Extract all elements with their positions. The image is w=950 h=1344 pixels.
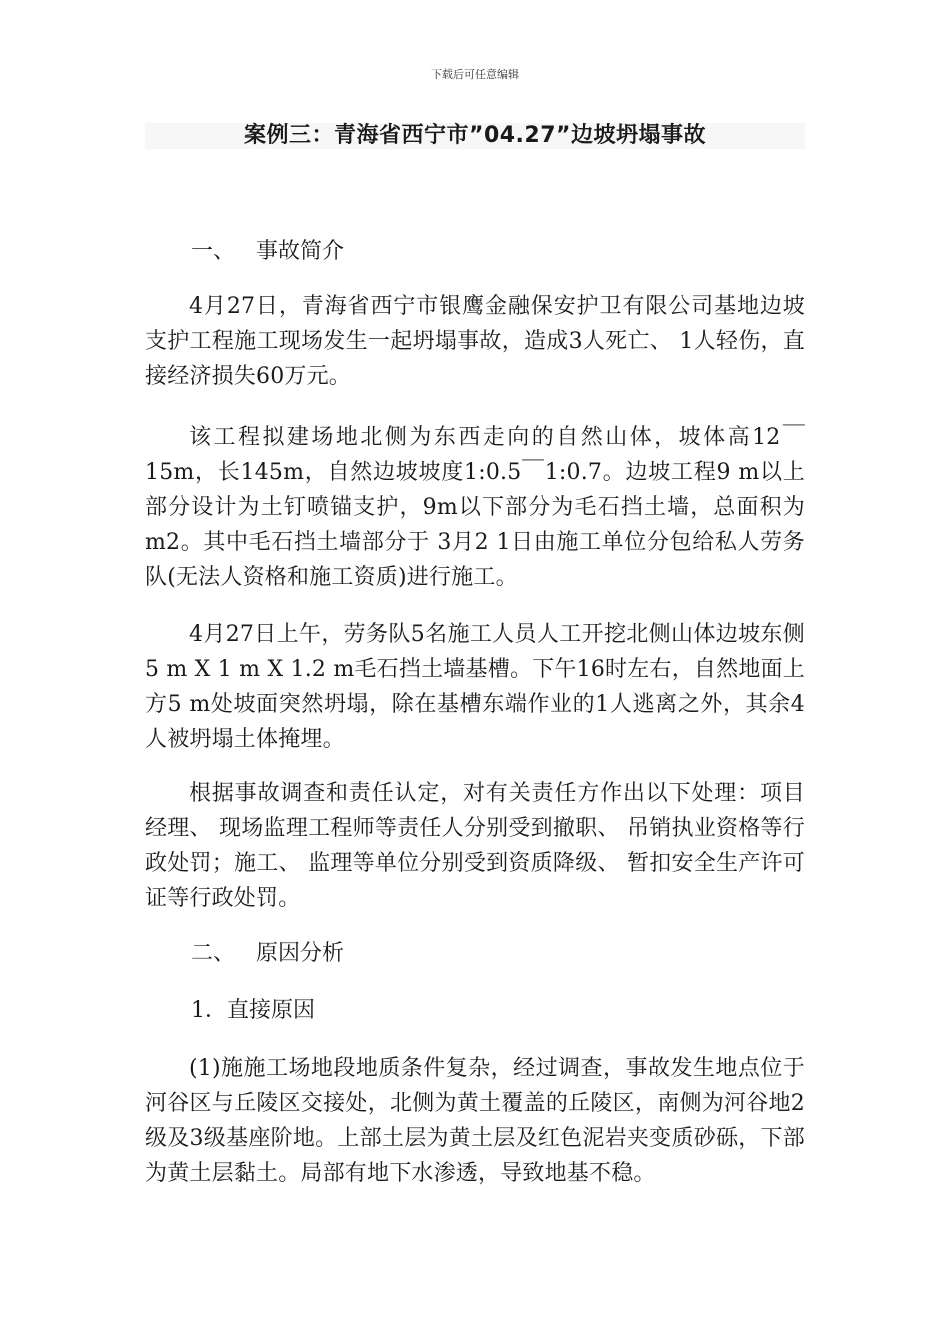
paragraph-2: 该工程拟建场地北侧为东西走向的自然山体，坡体高12￣15m，长145m，自然边坡坡度1:0.5￣1:0.7。边坡工程9 m以上部分设计为土钉喷锚支护，9m以下部分为毛石挡土墙，总面积为m2。其中毛石挡土墙部分于 3月2 1日由施工单位分包给私人劳务队(无法人资格和施工资质)进行施工。: [145, 425, 805, 590]
header-note: 下载后可任意编辑: [431, 68, 519, 81]
paragraph-5: (1)施施工场地段地质条件复杂，经过调查，事故发生地点位于河谷区与丘陵区交接处，北侧为黄土覆盖的丘陵区，南侧为河谷地2级及3级基座阶地。上部土层为黄土层及红色泥岩夹变质砂砾，下部为黄土层黏土。局部有地下水渗透，导致地基不稳。: [145, 1056, 805, 1186]
paragraph-3: 4月27日上午，劳务队5名施工人员人工开挖北侧山体边坡东侧5 m X 1 m X 1.2 m毛石挡土墙基槽。下午16时左右，自然地面上方5 m处坡面突然坍塌，除在基槽东端作业的1人逃离之外，其余4人被坍塌土体掩埋。: [145, 622, 805, 752]
section-heading-2: 二、 原因分析: [191, 941, 344, 966]
paragraph-1: 4月27日，青海省西宁市银鹰金融保安护卫有限公司基地边坡支护工程施工现场发生一起坍塌事故，造成3人死亡、 1人轻伤，直接经济损失60万元。: [145, 294, 805, 389]
section-heading-1: 一、 事故简介: [191, 239, 344, 264]
subsection-heading-direct-cause: 1．直接原因: [191, 998, 315, 1023]
paragraph-4: 根据事故调查和责任认定，对有关责任方作出以下处理：项目经理、 现场监理工程师等责任人分别受到撤职、 吊销执业资格等行政处罚；施工、 监理等单位分别受到资质降级、 暂扣安全生产许可证等行政处罚。: [145, 781, 805, 911]
document-title: 案例三：青海省西宁市”04.27”边坡坍塌事故: [243, 123, 706, 148]
